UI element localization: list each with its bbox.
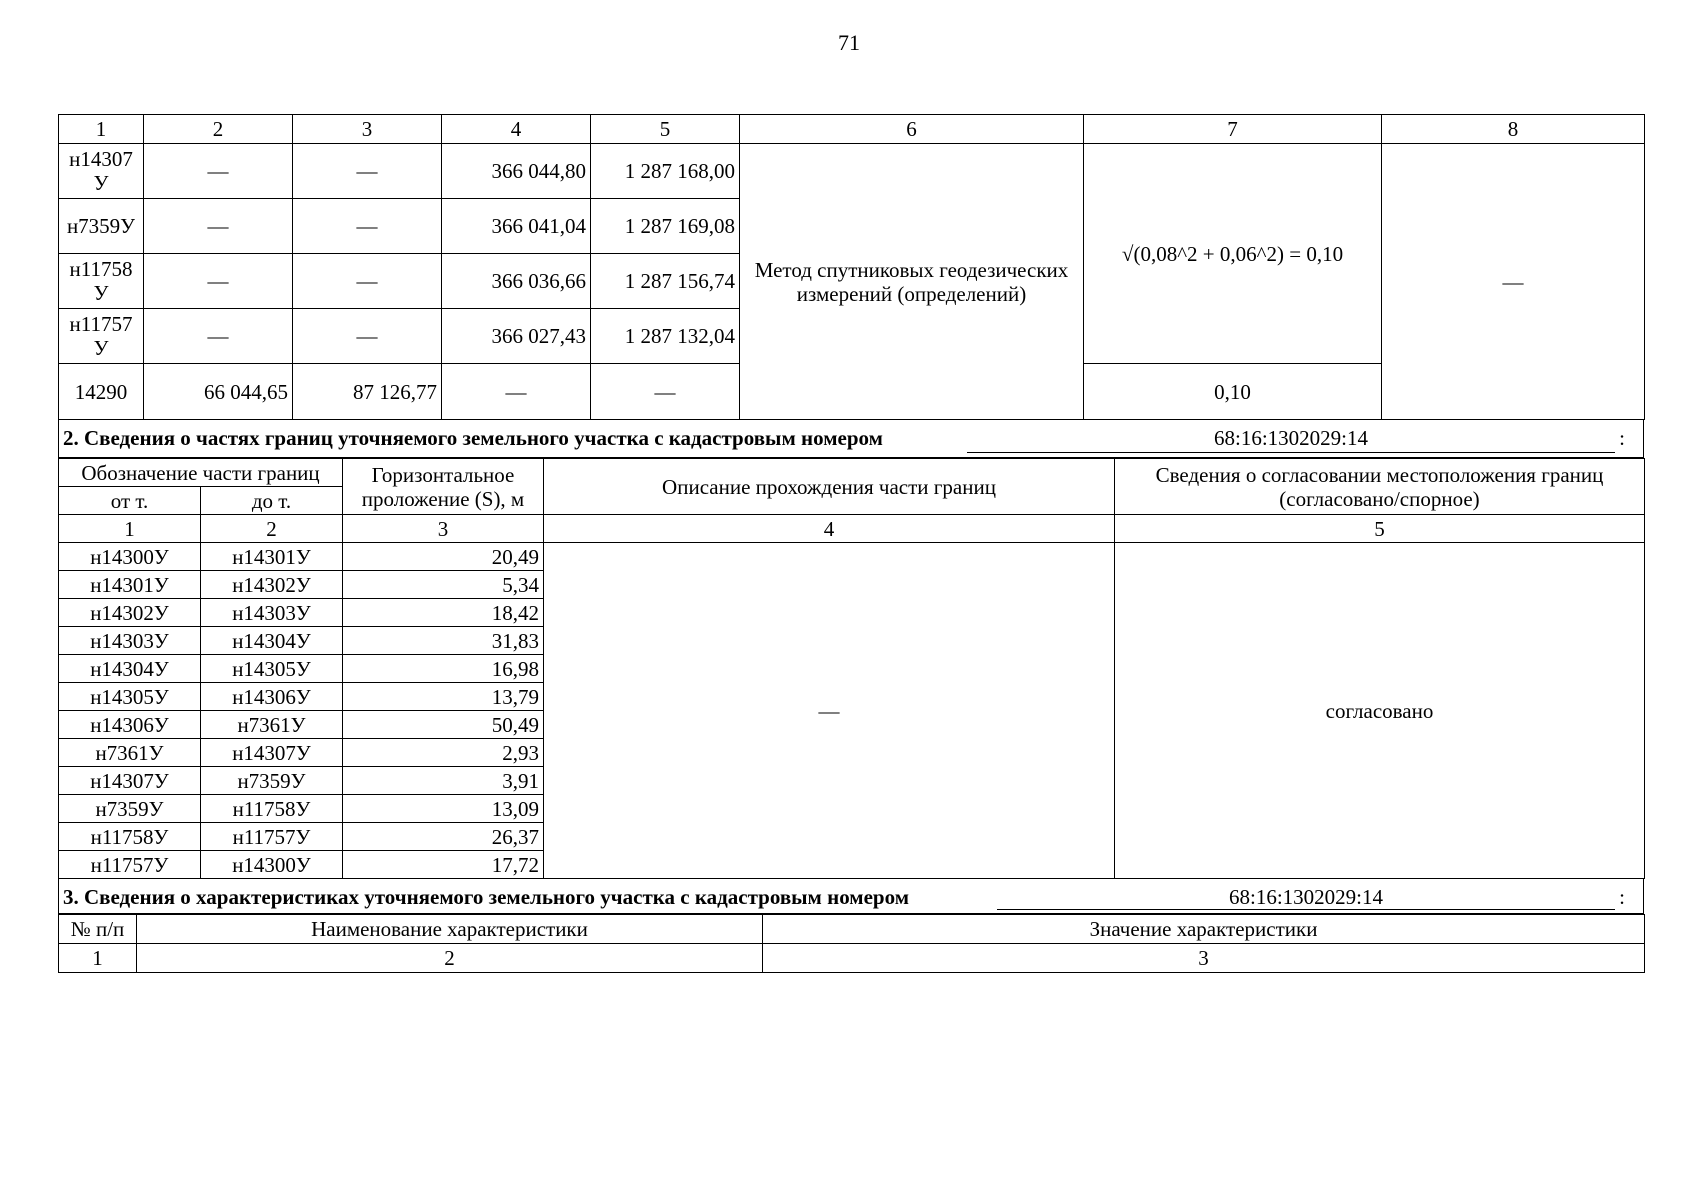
method-cell: Метод спутниковых геодезических измерений (определений) <box>740 144 1084 420</box>
description-value: — <box>544 543 1115 879</box>
col-number: 1 <box>59 944 137 973</box>
to-point: н7359У <box>201 767 343 795</box>
col-number: 5 <box>1115 515 1645 543</box>
col-number: 5 <box>591 115 740 144</box>
from-point: н14306У <box>59 711 201 739</box>
cell-value: — <box>293 254 442 309</box>
page-number: 71 <box>838 30 860 55</box>
point-id: н7359У <box>59 199 144 254</box>
col-number: 3 <box>343 515 544 543</box>
from-point: н14305У <box>59 683 201 711</box>
to-point: н14306У <box>201 683 343 711</box>
to-point: н14304У <box>201 627 343 655</box>
header-row <box>59 459 1645 487</box>
from-point: н14303У <box>59 627 201 655</box>
cell-value: 66 044,65 <box>144 364 293 420</box>
section2-heading <box>58 420 1644 458</box>
header-name: Наименование характеристики <box>137 915 763 944</box>
cell-value: — <box>293 309 442 364</box>
coord-y: 1 287 169,08 <box>591 199 740 254</box>
from-point: н14304У <box>59 655 201 683</box>
col-number: 1 <box>59 515 201 543</box>
coord-x: 366 041,04 <box>442 199 591 254</box>
from-point: н11758У <box>59 823 201 851</box>
cadastral-number: 68:16:1302029:14 <box>1213 426 1368 450</box>
length-value: 18,42 <box>343 599 544 627</box>
cadastral-underline <box>997 909 1615 910</box>
section3-title: 3. Сведения о характеристиках уточняемого земельного участка с кадастровым номером <box>63 885 910 909</box>
accuracy-value: 0,10 <box>1084 364 1382 420</box>
from-point: н11757У <box>59 851 201 879</box>
cell-value: 87 126,77 <box>293 364 442 420</box>
header-value: Значение характеристики <box>763 915 1645 944</box>
header-agreement: Сведения о согласовании местоположения границ (согласовано/спорное) <box>1115 459 1645 515</box>
coord-x: — <box>442 364 591 420</box>
col-number: 4 <box>442 115 591 144</box>
header-from: от т. <box>59 487 201 515</box>
header-description: Описание прохождения части границ <box>544 459 1115 515</box>
header-number: № п/п <box>59 915 137 944</box>
document-body <box>58 114 1644 973</box>
length-value: 16,98 <box>343 655 544 683</box>
length-value: 26,37 <box>343 823 544 851</box>
col-number: 3 <box>763 944 1645 973</box>
coord-x: 366 027,43 <box>442 309 591 364</box>
characteristics-table <box>58 914 1645 973</box>
length-value: 20,49 <box>343 543 544 571</box>
header-row <box>59 915 1645 944</box>
table-row <box>59 543 1645 571</box>
col-number: 2 <box>144 115 293 144</box>
header-length: Горизонтальное проложение (S), м <box>343 459 544 515</box>
section2-title: 2. Сведения о частях границ уточняемого земельного участка с кадастровым номером <box>63 426 883 450</box>
point-id: 14290 <box>59 364 144 420</box>
length-value: 2,93 <box>343 739 544 767</box>
col-number: 6 <box>740 115 1084 144</box>
to-point: н14307У <box>201 739 343 767</box>
table-row <box>59 144 1645 199</box>
to-point: н14303У <box>201 599 343 627</box>
column-number-row <box>59 944 1645 973</box>
coord-y: 1 287 168,00 <box>591 144 740 199</box>
cadastral-number: 68:16:1302029:14 <box>1228 885 1383 909</box>
length-value: 5,34 <box>343 571 544 599</box>
column-number-row <box>59 515 1645 543</box>
col-number: 7 <box>1084 115 1382 144</box>
cell-value: — <box>293 144 442 199</box>
agreement-value: согласовано <box>1115 543 1645 879</box>
coord-y: 1 287 132,04 <box>591 309 740 364</box>
cell-value: — <box>144 144 293 199</box>
coordinates-header-row <box>59 115 1645 144</box>
colon: : <box>1619 885 1625 909</box>
from-point: н14300У <box>59 543 201 571</box>
coord-x: 366 044,80 <box>442 144 591 199</box>
to-point: н7361У <box>201 711 343 739</box>
header-group: Обозначение части границ <box>59 459 343 487</box>
point-id: н11758 У <box>59 254 144 309</box>
from-point: н7359У <box>59 795 201 823</box>
cell-value: — <box>144 199 293 254</box>
accuracy-formula: √(0,08^2 + 0,06^2) = 0,10 <box>1084 144 1382 364</box>
from-point: н7361У <box>59 739 201 767</box>
to-point: н11757У <box>201 823 343 851</box>
coordinates-table <box>58 114 1645 420</box>
from-point: н14301У <box>59 571 201 599</box>
point-id: н11757 У <box>59 309 144 364</box>
col-number: 8 <box>1382 115 1645 144</box>
col-number: 1 <box>59 115 144 144</box>
col-number: 2 <box>201 515 343 543</box>
col-number: 3 <box>293 115 442 144</box>
to-point: н14300У <box>201 851 343 879</box>
length-value: 3,91 <box>343 767 544 795</box>
to-point: н11758У <box>201 795 343 823</box>
boundary-parts-table <box>58 458 1645 879</box>
section3-heading <box>58 879 1644 914</box>
from-point: н14302У <box>59 599 201 627</box>
to-point: н14305У <box>201 655 343 683</box>
coord-y: 1 287 156,74 <box>591 254 740 309</box>
colon: : <box>1619 426 1625 450</box>
cell-value: — <box>144 254 293 309</box>
header-to: до т. <box>201 487 343 515</box>
cell-value: — <box>293 199 442 254</box>
from-point: н14307У <box>59 767 201 795</box>
col-number: 4 <box>544 515 1115 543</box>
to-point: н14301У <box>201 543 343 571</box>
length-value: 13,09 <box>343 795 544 823</box>
length-value: 13,79 <box>343 683 544 711</box>
cadastral-underline <box>967 452 1615 453</box>
length-value: 17,72 <box>343 851 544 879</box>
col-number: 2 <box>137 944 763 973</box>
cell-value: — <box>144 309 293 364</box>
length-value: 31,83 <box>343 627 544 655</box>
col8-value: — <box>1382 144 1645 420</box>
coord-y: — <box>591 364 740 420</box>
coord-x: 366 036,66 <box>442 254 591 309</box>
point-id: н14307 У <box>59 144 144 199</box>
length-value: 50,49 <box>343 711 544 739</box>
to-point: н14302У <box>201 571 343 599</box>
